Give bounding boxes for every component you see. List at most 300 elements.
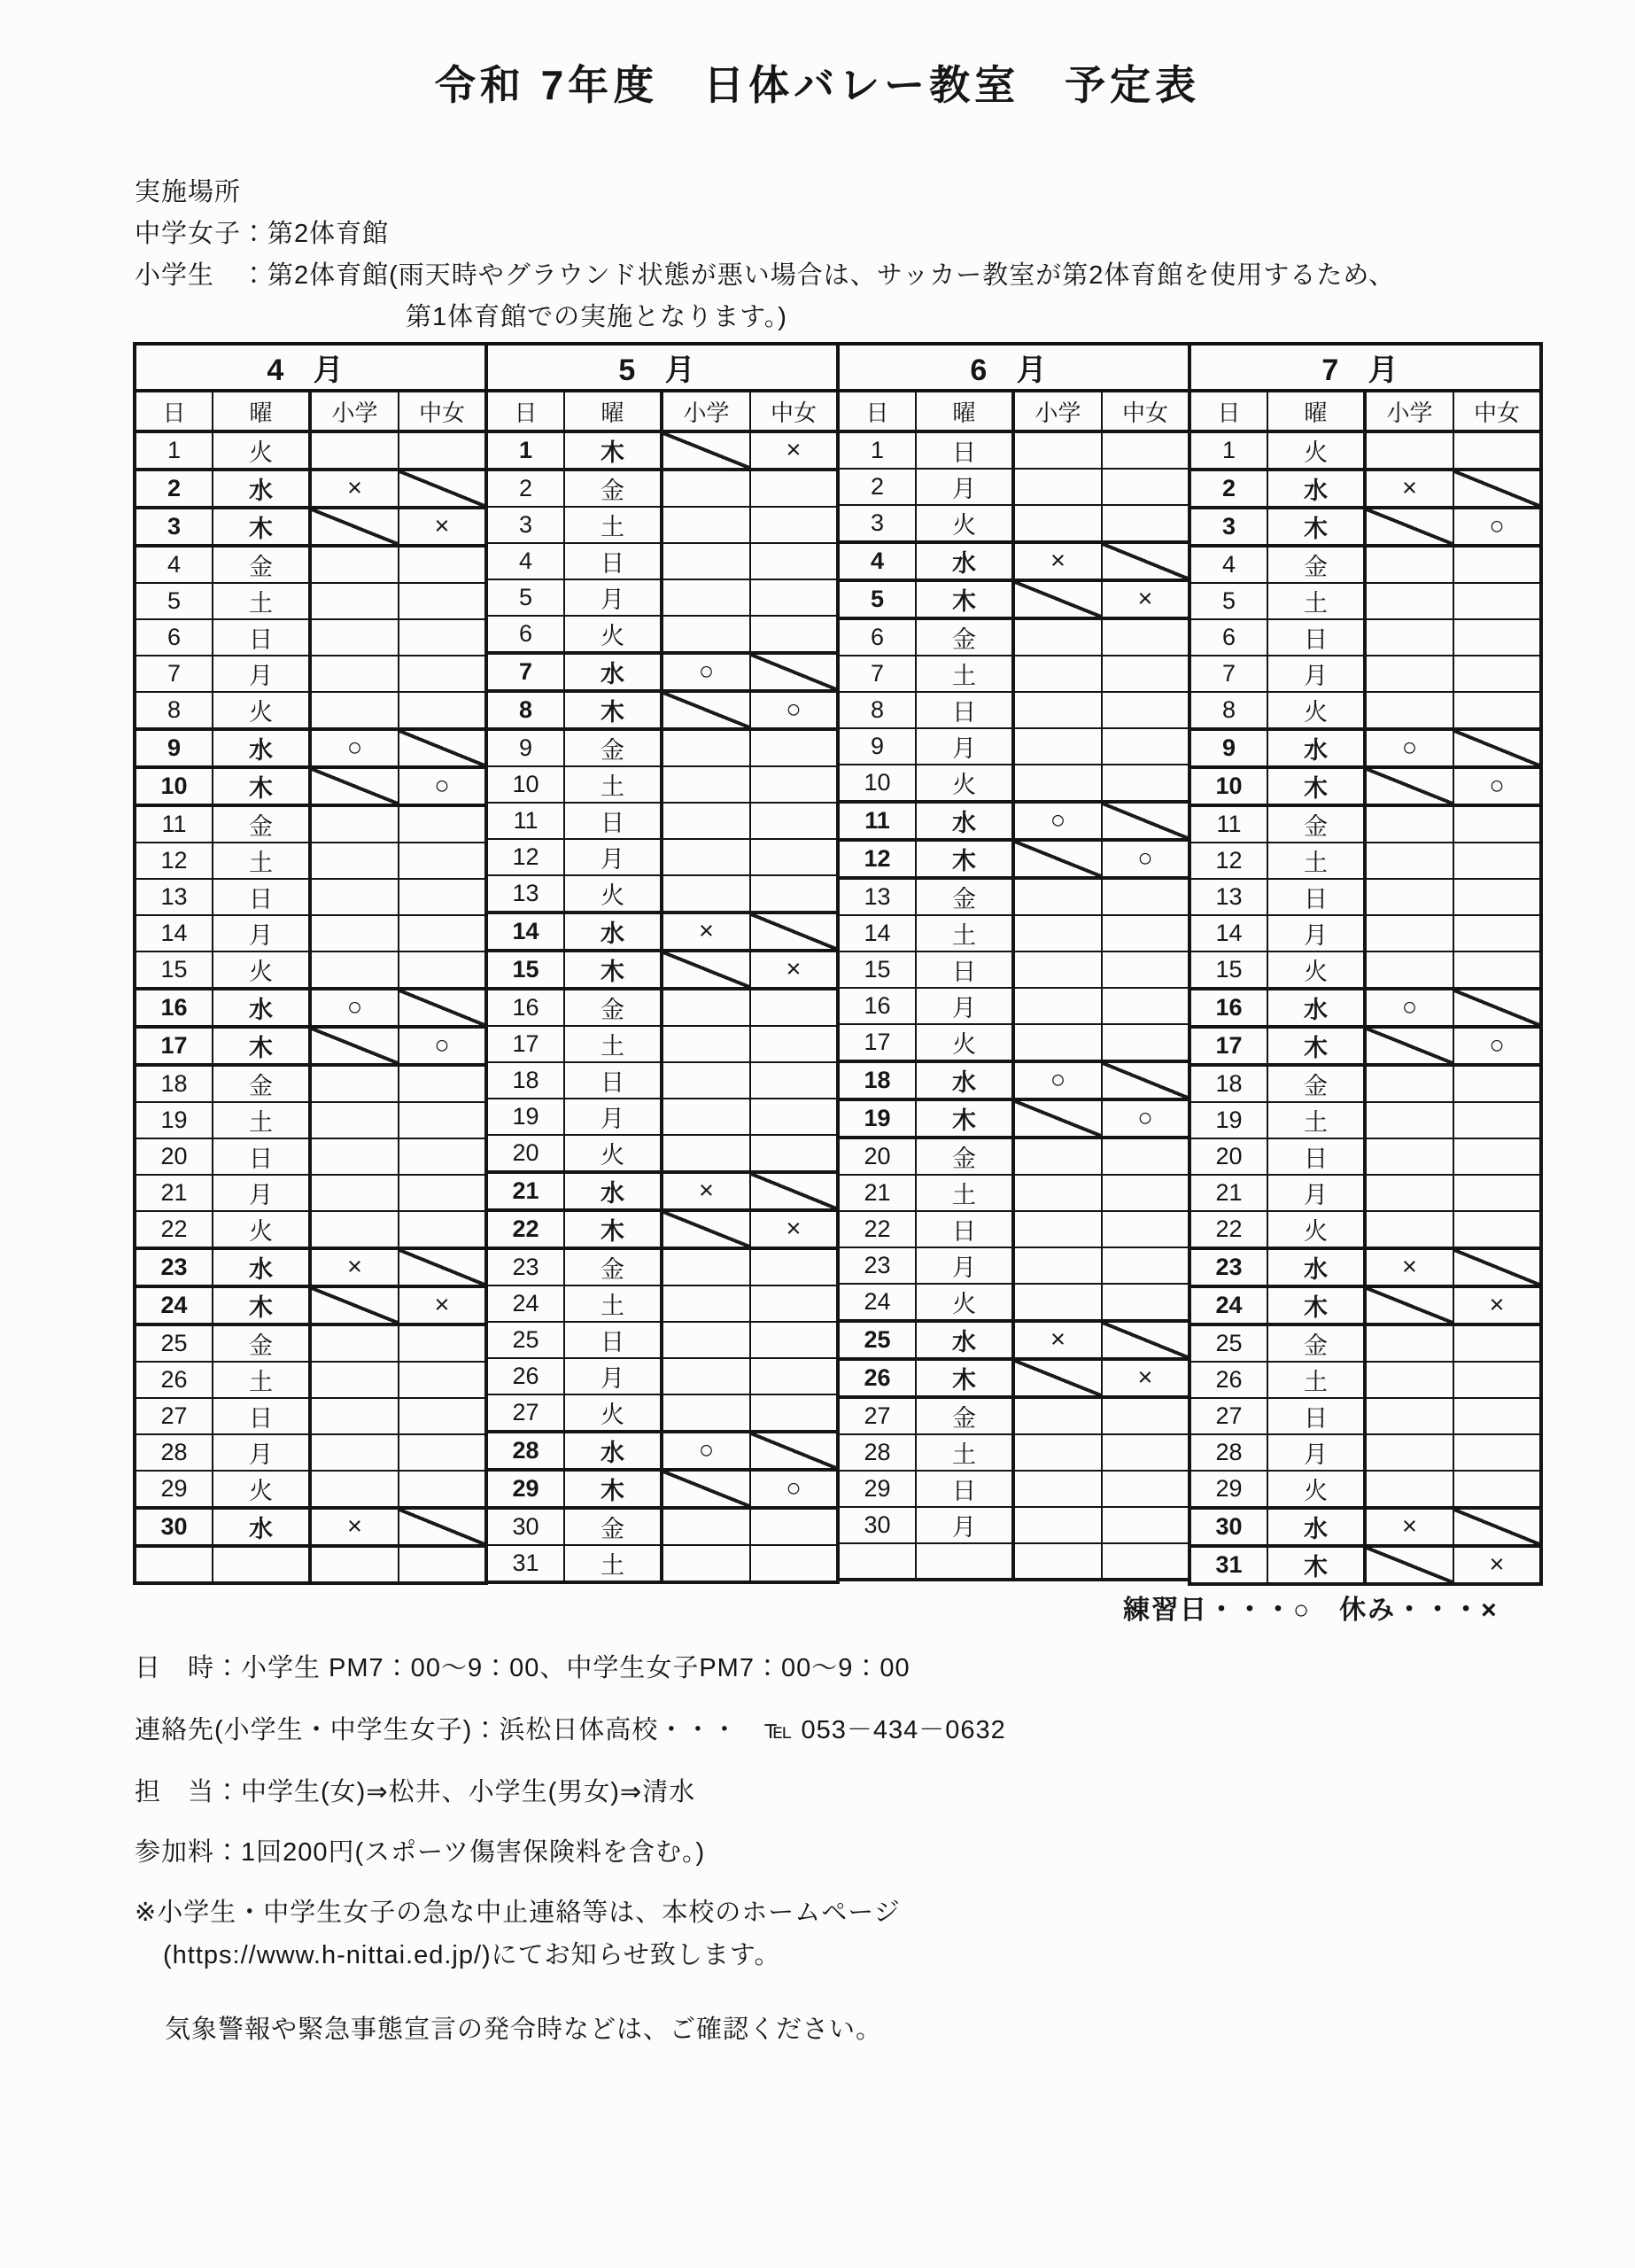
junior-girls-mark-cell (1453, 1248, 1541, 1286)
junior-girls-mark-cell (1453, 470, 1541, 508)
day-cell: 23 (486, 1248, 564, 1285)
elementary-mark-cell (310, 879, 399, 915)
day-cell: 11 (1189, 805, 1267, 843)
junior-girls-mark-cell (399, 951, 486, 989)
weekday-cell: 木 (1267, 508, 1365, 546)
calendar-row (135, 1286, 486, 1324)
day-cell: 15 (1189, 951, 1267, 989)
calendar-row (1189, 1065, 1541, 1102)
calendar-row (135, 989, 486, 1027)
junior-girls-mark-cell (399, 1065, 486, 1102)
weekday-cell: 水 (564, 913, 662, 951)
weekday-cell: 土 (564, 1545, 662, 1582)
day-cell: 8 (1189, 692, 1267, 729)
day-cell: 23 (838, 1247, 916, 1284)
day-cell: 22 (135, 1211, 213, 1248)
calendar-row (486, 1285, 838, 1322)
calendar-row (486, 1358, 838, 1394)
calendar-row (1189, 951, 1541, 989)
calendar-row (135, 656, 486, 692)
day-cell: 11 (135, 805, 213, 843)
weekday-cell: 金 (916, 1138, 1013, 1175)
calendar-row (135, 879, 486, 915)
calendar-row (838, 580, 1189, 618)
junior-girls-mark-cell (1453, 729, 1541, 767)
calendar-row (486, 653, 838, 691)
weekday-cell: 日 (213, 619, 310, 656)
calendar-row (838, 431, 1189, 469)
month-header: 5 月 (486, 344, 838, 391)
calendar-row (1189, 729, 1541, 767)
junior-girls-mark-cell (1102, 469, 1189, 505)
junior-girls-mark-cell: × (1453, 1286, 1541, 1324)
day-cell: 7 (838, 656, 916, 692)
calendar-row (838, 878, 1189, 915)
elementary-mark-cell (1013, 1359, 1102, 1397)
weekday-cell: 金 (213, 805, 310, 843)
weekday-cell: 水 (213, 470, 310, 508)
calendar-row (486, 1210, 838, 1248)
elementary-mark-cell (662, 1470, 750, 1508)
day-cell: 4 (486, 543, 564, 579)
calendar-row (486, 1394, 838, 1432)
junior-girls-mark-cell (399, 1362, 486, 1398)
location-elementary-cont: 第1体育館での実施となります。) (406, 303, 787, 331)
elementary-mark-cell (662, 431, 750, 470)
weekday-cell: 金 (213, 1065, 310, 1102)
day-cell: 24 (1189, 1286, 1267, 1324)
elementary-mark-cell (1013, 1471, 1102, 1507)
weekday-cell: 月 (564, 839, 662, 875)
day-cell: 1 (135, 431, 213, 470)
day-cell: 28 (135, 1434, 213, 1471)
weekday-cell: 日 (213, 1398, 310, 1434)
day-cell: 3 (135, 508, 213, 546)
junior-girls-mark-cell (750, 1135, 838, 1172)
calendar-row (135, 508, 486, 546)
calendar-row (838, 840, 1189, 878)
weekday-cell: 日 (564, 1322, 662, 1358)
weekday-cell: 水 (213, 729, 310, 767)
day-cell: 9 (486, 729, 564, 766)
junior-girls-mark-cell: ○ (1102, 840, 1189, 878)
day-cell: 19 (1189, 1102, 1267, 1138)
calendar-row (135, 431, 486, 470)
day-cell: 20 (838, 1138, 916, 1175)
weekday-cell: 木 (1267, 1546, 1365, 1584)
day-cell: 18 (838, 1061, 916, 1099)
note-fee: 参加料：1回200円(スポーツ傷害保険料を含む。) (135, 1838, 706, 1867)
elementary-mark-cell (310, 767, 399, 805)
day-cell: 22 (486, 1210, 564, 1248)
junior-girls-mark-cell (1102, 1507, 1189, 1543)
weekday-cell: 月 (916, 1247, 1013, 1284)
calendar-row (486, 1099, 838, 1135)
elementary-mark-cell (310, 1546, 399, 1583)
day-cell: 30 (135, 1508, 213, 1546)
column-header: 小学 (1013, 391, 1102, 431)
elementary-mark-cell (1013, 1024, 1102, 1061)
weekday-cell: 火 (916, 1284, 1013, 1321)
junior-girls-mark-cell: ○ (399, 1027, 486, 1065)
weekday-cell: 木 (564, 1210, 662, 1248)
day-cell: 26 (1189, 1362, 1267, 1398)
junior-girls-mark-cell: ○ (1453, 508, 1541, 546)
junior-girls-mark-cell (399, 1398, 486, 1434)
day-cell: 22 (1189, 1211, 1267, 1248)
elementary-mark-cell (310, 915, 399, 951)
weekday-cell: 日 (916, 692, 1013, 728)
calendar-row (135, 692, 486, 729)
elementary-mark-cell (310, 1471, 399, 1508)
calendar-row (135, 805, 486, 843)
weekday-cell: 金 (213, 546, 310, 583)
junior-girls-mark-cell (399, 729, 486, 767)
month-table (1188, 342, 1543, 1586)
calendar-row (486, 1135, 838, 1172)
calendar-row (838, 542, 1189, 580)
calendar-row (838, 802, 1189, 840)
calendar-row (1189, 1175, 1541, 1211)
calendar-row (1189, 470, 1541, 508)
day-cell: 15 (838, 951, 916, 988)
junior-girls-mark-cell (750, 1285, 838, 1322)
day-cell: 1 (486, 431, 564, 470)
column-header: 小学 (662, 391, 750, 431)
elementary-mark-cell (1365, 843, 1453, 879)
day-cell: 8 (838, 692, 916, 728)
junior-girls-mark-cell (1453, 1508, 1541, 1546)
day-cell: 25 (486, 1322, 564, 1358)
elementary-mark-cell: × (310, 470, 399, 508)
calendar-row (486, 1248, 838, 1285)
calendar-row (838, 1543, 1189, 1580)
junior-girls-mark-cell (1453, 1175, 1541, 1211)
calendar-row (486, 729, 838, 766)
note-cancellation: ※小学生・中学生女子の急な中止連絡等は、本校のホームページ (135, 1899, 901, 1927)
junior-girls-mark-cell (1453, 879, 1541, 915)
weekday-cell: 月 (916, 469, 1013, 505)
day-cell: 29 (1189, 1471, 1267, 1508)
document-title: 令和 7年度 日体バレー教室 予定表 (434, 62, 1201, 108)
elementary-mark-cell (1013, 469, 1102, 505)
weekday-cell: 月 (213, 656, 310, 692)
elementary-mark-cell (662, 1322, 750, 1358)
column-header: 曜 (213, 391, 310, 431)
calendar-row (1189, 1211, 1541, 1248)
elementary-mark-cell (1013, 1434, 1102, 1471)
elementary-mark-cell (1365, 619, 1453, 656)
day-cell: 7 (135, 656, 213, 692)
calendar-row (1189, 1546, 1541, 1584)
day-cell: 28 (1189, 1434, 1267, 1471)
calendar-row (1189, 1248, 1541, 1286)
calendar-row (1189, 1398, 1541, 1434)
elementary-mark-cell (662, 951, 750, 989)
elementary-mark-cell: × (662, 1172, 750, 1210)
day-cell: 20 (135, 1138, 213, 1175)
calendar-row (135, 1102, 486, 1138)
elementary-mark-cell (310, 1286, 399, 1324)
weekday-cell: 火 (213, 1471, 310, 1508)
junior-girls-mark-cell (750, 1508, 838, 1545)
elementary-mark-cell (662, 616, 750, 653)
junior-girls-mark-cell (1102, 1397, 1189, 1434)
elementary-mark-cell (1013, 618, 1102, 656)
calendar-row (486, 1322, 838, 1358)
calendar-row (838, 1471, 1189, 1507)
junior-girls-mark-cell: ○ (1102, 1099, 1189, 1138)
calendar-row (486, 470, 838, 507)
day-cell: 8 (135, 692, 213, 729)
weekday-cell: 月 (916, 988, 1013, 1024)
weekday-cell: 水 (916, 802, 1013, 840)
elementary-mark-cell (1013, 915, 1102, 951)
calendar-row (135, 1065, 486, 1102)
junior-girls-mark-cell (750, 1394, 838, 1432)
calendar-row (486, 803, 838, 839)
calendar-row (1189, 1138, 1541, 1175)
calendar-row (1189, 767, 1541, 805)
weekday-cell: 月 (916, 728, 1013, 765)
calendar-row (838, 728, 1189, 765)
elementary-mark-cell (310, 1027, 399, 1065)
day-cell: 9 (838, 728, 916, 765)
weekday-cell: 火 (1267, 692, 1365, 729)
calendar-row (486, 839, 838, 875)
weekday-cell: 水 (1267, 1508, 1365, 1546)
location-junior-girls: 中学女子：第2体育館 (135, 220, 390, 248)
calendar-row (135, 1508, 486, 1546)
weekday-cell: 金 (1267, 546, 1365, 583)
column-header: 中女 (750, 391, 838, 431)
junior-girls-mark-cell (399, 656, 486, 692)
day-cell: 25 (838, 1321, 916, 1359)
junior-girls-mark-cell (1102, 618, 1189, 656)
weekday-cell: 金 (916, 878, 1013, 915)
day-cell: 10 (838, 765, 916, 802)
calendar-row (838, 1061, 1189, 1099)
junior-girls-mark-cell (1102, 728, 1189, 765)
weekday-cell: 火 (1267, 1211, 1365, 1248)
elementary-mark-cell (662, 1358, 750, 1394)
junior-girls-mark-cell (750, 1545, 838, 1582)
day-cell: 16 (1189, 989, 1267, 1027)
day-cell: 13 (838, 878, 916, 915)
weekday-cell: 日 (213, 879, 310, 915)
elementary-mark-cell (662, 1545, 750, 1582)
calendar-row (838, 1099, 1189, 1138)
junior-girls-mark-cell (399, 619, 486, 656)
weekday-cell: 木 (1267, 1027, 1365, 1065)
elementary-mark-cell (662, 1394, 750, 1432)
elementary-mark-cell (310, 1065, 399, 1102)
elementary-mark-cell (1365, 1471, 1453, 1508)
weekday-cell: 月 (1267, 1175, 1365, 1211)
junior-girls-mark-cell (399, 843, 486, 879)
day-cell: 15 (486, 951, 564, 989)
calendar-row (486, 951, 838, 989)
elementary-mark-cell (1365, 1102, 1453, 1138)
day-cell: 7 (486, 653, 564, 691)
junior-girls-mark-cell (399, 805, 486, 843)
notes-block (135, 1650, 1006, 2048)
day-cell: 6 (486, 616, 564, 653)
elementary-mark-cell (1013, 1507, 1102, 1543)
junior-girls-mark-cell: ○ (750, 691, 838, 729)
day-cell: 12 (486, 839, 564, 875)
weekday-cell: 金 (564, 1248, 662, 1285)
elementary-mark-cell (310, 1102, 399, 1138)
junior-girls-mark-cell: ○ (750, 1470, 838, 1508)
note-website: (https://www.h-nittai.ed.jp/)にてお知らせ致します。 (163, 1941, 781, 1969)
weekday-cell: 木 (564, 691, 662, 729)
junior-girls-mark-cell (750, 1322, 838, 1358)
day-cell: 20 (1189, 1138, 1267, 1175)
junior-girls-mark-cell (1453, 1398, 1541, 1434)
day-cell: 5 (486, 579, 564, 616)
junior-girls-mark-cell (1453, 951, 1541, 989)
calendar-row (1189, 1362, 1541, 1398)
weekday-cell: 月 (916, 1507, 1013, 1543)
elementary-mark-cell (310, 1362, 399, 1398)
junior-girls-mark-cell (750, 470, 838, 507)
elementary-mark-cell (1013, 728, 1102, 765)
calendar (133, 342, 1543, 1586)
day-cell: 13 (1189, 879, 1267, 915)
location-block (135, 172, 1395, 338)
day-cell: 21 (1189, 1175, 1267, 1211)
weekday-cell: 火 (564, 616, 662, 653)
weekday-cell (213, 1546, 310, 1583)
junior-girls-mark-cell (1453, 843, 1541, 879)
calendar-row (486, 579, 838, 616)
elementary-mark-cell (1365, 431, 1453, 470)
weekday-cell: 月 (213, 915, 310, 951)
weekday-cell: 土 (213, 1362, 310, 1398)
weekday-cell: 木 (564, 951, 662, 989)
junior-girls-mark-cell (1102, 878, 1189, 915)
month-table (133, 342, 488, 1585)
weekday-cell: 水 (564, 653, 662, 691)
calendar-row (838, 469, 1189, 505)
elementary-mark-cell: ○ (1013, 1061, 1102, 1099)
junior-girls-mark-cell (1102, 765, 1189, 802)
elementary-mark-cell (1013, 1138, 1102, 1175)
note-contact: 連絡先(小学生・中学生女子)：浜松日体高校・・・ ℡ 053－434－0632 (135, 1716, 1006, 1744)
day-cell: 9 (135, 729, 213, 767)
elementary-mark-cell (1365, 1398, 1453, 1434)
column-header: 小学 (310, 391, 399, 431)
elementary-mark-cell (310, 843, 399, 879)
junior-girls-mark-cell: × (750, 1210, 838, 1248)
calendar-row (135, 619, 486, 656)
elementary-mark-cell (310, 431, 399, 470)
elementary-mark-cell: × (1013, 1321, 1102, 1359)
junior-girls-mark-cell (1453, 546, 1541, 583)
day-cell: 2 (486, 470, 564, 507)
weekday-cell: 木 (1267, 767, 1365, 805)
day-cell: 1 (1189, 431, 1267, 470)
weekday-cell: 火 (564, 1135, 662, 1172)
elementary-mark-cell (662, 1210, 750, 1248)
junior-girls-mark-cell (1453, 1471, 1541, 1508)
weekday-cell: 水 (1267, 1248, 1365, 1286)
weekday-cell: 木 (213, 1027, 310, 1065)
junior-girls-mark-cell: × (1453, 1546, 1541, 1584)
elementary-mark-cell (1013, 656, 1102, 692)
calendar-row (135, 1324, 486, 1362)
weekday-cell: 日 (916, 1471, 1013, 1507)
elementary-mark-cell (310, 951, 399, 989)
day-cell: 11 (838, 802, 916, 840)
elementary-mark-cell (1013, 431, 1102, 469)
weekday-cell: 月 (1267, 1434, 1365, 1471)
junior-girls-mark-cell (1453, 1324, 1541, 1362)
calendar-row (135, 1362, 486, 1398)
calendar-row (838, 1507, 1189, 1543)
calendar-row (135, 1434, 486, 1471)
weekday-cell: 金 (564, 470, 662, 507)
day-cell: 29 (135, 1471, 213, 1508)
calendar-row (1189, 915, 1541, 951)
elementary-mark-cell (1013, 1284, 1102, 1321)
weekday-cell: 金 (1267, 1324, 1365, 1362)
elementary-mark-cell (1013, 1397, 1102, 1434)
weekday-cell: 水 (916, 1321, 1013, 1359)
calendar-row (135, 1398, 486, 1434)
weekday-cell: 木 (916, 1099, 1013, 1138)
day-cell: 18 (1189, 1065, 1267, 1102)
weekday-cell (916, 1543, 1013, 1580)
day-cell: 17 (1189, 1027, 1267, 1065)
junior-girls-mark-cell (1453, 431, 1541, 470)
day-cell: 2 (838, 469, 916, 505)
calendar-row (486, 989, 838, 1026)
day-cell: 30 (1189, 1508, 1267, 1546)
calendar-row (135, 951, 486, 989)
elementary-mark-cell (1365, 656, 1453, 692)
weekday-cell: 火 (916, 1024, 1013, 1061)
day-cell: 19 (486, 1099, 564, 1135)
weekday-cell: 日 (916, 431, 1013, 469)
elementary-mark-cell (1013, 951, 1102, 988)
calendar-row (486, 507, 838, 543)
junior-girls-mark-cell (1453, 656, 1541, 692)
calendar-row (135, 729, 486, 767)
junior-girls-mark-cell (399, 1102, 486, 1138)
weekday-cell: 金 (564, 729, 662, 766)
day-cell: 30 (838, 1507, 916, 1543)
calendar-row (1189, 692, 1541, 729)
day-cell: 25 (1189, 1324, 1267, 1362)
day-cell: 26 (838, 1359, 916, 1397)
junior-girls-mark-cell (750, 839, 838, 875)
junior-girls-mark-cell (1102, 505, 1189, 542)
weekday-cell: 金 (1267, 1065, 1365, 1102)
weekday-cell: 水 (564, 1172, 662, 1210)
junior-girls-mark-cell (399, 1508, 486, 1546)
junior-girls-mark-cell (399, 915, 486, 951)
elementary-mark-cell (310, 805, 399, 843)
column-header: 小学 (1365, 391, 1453, 431)
calendar-row (486, 616, 838, 653)
calendar-row (486, 1172, 838, 1210)
calendar-row (135, 843, 486, 879)
weekday-cell: 日 (564, 1062, 662, 1099)
weekday-cell: 火 (1267, 1471, 1365, 1508)
elementary-mark-cell (1365, 583, 1453, 619)
